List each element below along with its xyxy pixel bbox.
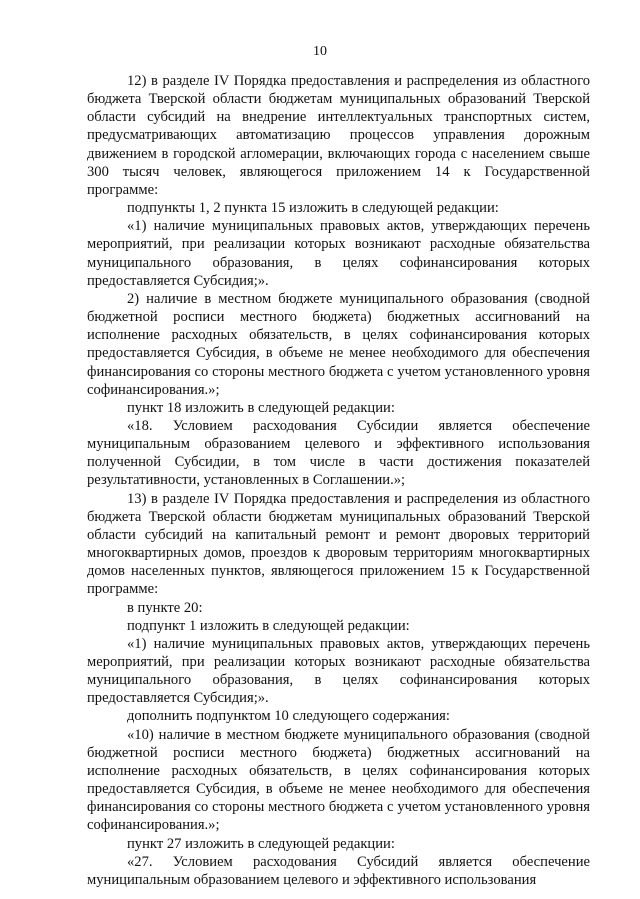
paragraph-point-18: «18. Условием расходования Субсидии является обеспечение муниципальным образованием целевого и эффективного использования полученной Субсидии, в том числе в части достижения показателей результативности, установленных в Соглашении.»; bbox=[87, 417, 590, 489]
paragraph-subpoint-10-intro: дополнить подпунктом 10 следующего содержания: bbox=[127, 708, 450, 725]
paragraph-subpoint-1-text: «1) наличие муниципальных правовых актов, утверждающих перечень мероприятий, при реализации которых возникают расходные обязательства муниципального образования, в целях софинансирования которых предоставляется Субсидия;». bbox=[87, 635, 590, 707]
document-body bbox=[87, 72, 590, 889]
paragraph-item-12: 12) в разделе IV Порядка предоставления и распределения из областного бюджета Тверской области бюджетам муниципальных образований Тверской области субсидий на внедрение интеллектуальных транспортных систем, предусматривающих автоматизацию процессов управления дорожным движением в городской агломерации, включающих города с населением свыше 300 тысяч человек, являющегося приложением 14 к Государственной программе: bbox=[87, 73, 590, 198]
paragraph-item-13: 13) в разделе IV Порядка предоставления и распределения из областного бюджета Тверской области бюджетам муниципальных образований Тверской области субсидий на капитальный ремонт и ремонт дворовых территорий многоквартирных домов, проездов к дворовым территориям многоквартирных домов населенных пунктов, являющегося приложением 15 к Государственной программе: bbox=[87, 490, 590, 598]
paragraph-point-27-intro: пункт 27 изложить в следующей редакции: bbox=[127, 835, 395, 852]
paragraph-point-27: «27. Условием расходования Субсидий является обеспечение муниципальным образованием целевого и эффективного использования bbox=[87, 853, 590, 888]
paragraph-subpoint-10: «10) наличие в местном бюджете муниципального образования (сводной бюджетной росписи местного бюджета) бюджетных ассигнований на исполнение расходных обязательств, в целях софинансирования которых предоставляется Субсидия, в объеме не менее необходимого для обеспечения финансирования со стороны местного бюджета с учетом установленного уровня софинансирования.»; bbox=[87, 726, 590, 834]
paragraph-subpoint-2: 2) наличие в местном бюджете муниципального образования (сводной бюджетной росписи местного бюджета) бюджетных ассигнований на исполнение расходных обязательств, в целях софинансирования которых предоставляется Субсидия, в объеме не менее необходимого для обеспечения финансирования со стороны местного бюджета с учетом установленного уровня софинансирования.»; bbox=[87, 290, 590, 398]
paragraph-subpoint-1-intro: подпункт 1 изложить в следующей редакции: bbox=[127, 617, 410, 634]
page-number: 10 bbox=[313, 44, 327, 59]
paragraph-subpoint-1: «1) наличие муниципальных правовых актов, утверждающих перечень мероприятий, при реализации которых возникают расходные обязательства муниципального образования, в целях софинансирования которых предоставляется Субсидия;». bbox=[87, 218, 590, 289]
paragraph-point-20-intro: в пункте 20: bbox=[127, 599, 203, 616]
paragraph-point-18-intro: пункт 18 изложить в следующей редакции: bbox=[127, 399, 395, 416]
paragraph-subpoints-1-2-point-15: подпункты 1, 2 пункта 15 изложить в следующей редакции: bbox=[127, 200, 499, 217]
